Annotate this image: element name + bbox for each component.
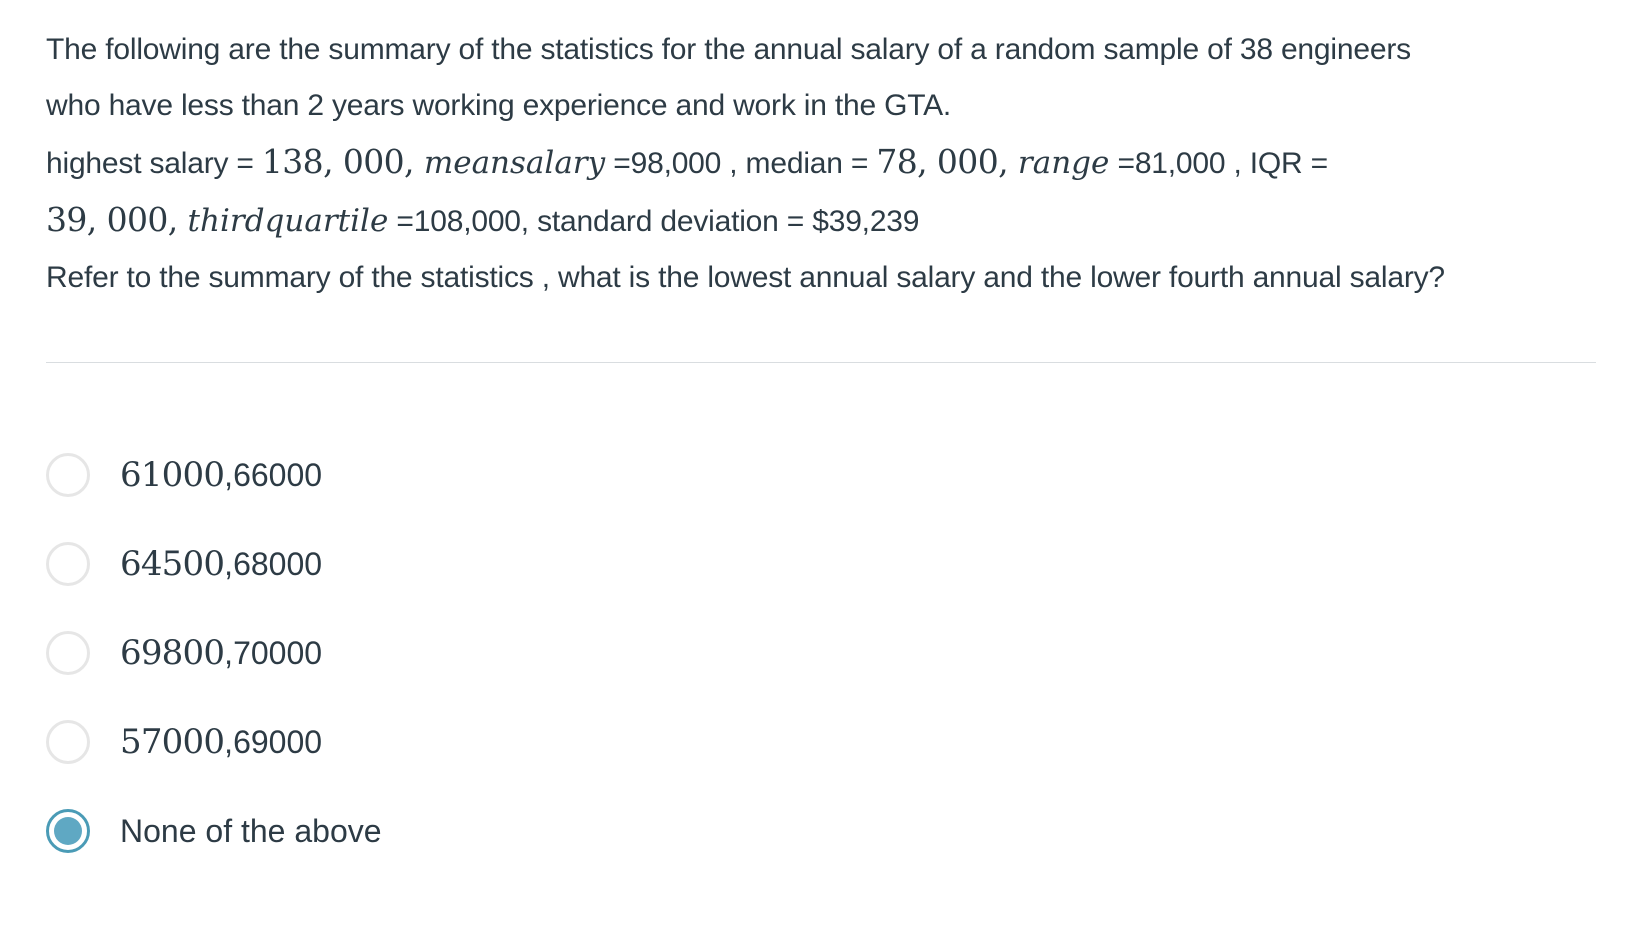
- answer-label: [120, 633, 322, 673]
- range-value: =81,000 , IQR =: [1109, 147, 1328, 180]
- answer-label: [120, 544, 322, 584]
- answer-value-secondary: ,69000: [224, 723, 323, 760]
- answer-value-secondary: ,70000: [224, 634, 323, 671]
- question-line-2: who have less than 2 years working experience and work in the GTA.: [46, 89, 952, 122]
- radio-button[interactable]: [46, 453, 90, 497]
- median-value: 78, 000,: [876, 142, 1018, 181]
- radio-button[interactable]: [46, 720, 90, 764]
- answer-option-4[interactable]: [46, 697, 846, 786]
- radio-selected-dot: [54, 817, 82, 845]
- range-label: range: [1017, 145, 1110, 181]
- answer-value-primary: 69800: [120, 632, 225, 673]
- question-line-4: [46, 192, 1606, 250]
- answer-label: [120, 722, 322, 762]
- mean-salary-value: =98,000 , median =: [605, 147, 877, 180]
- radio-button-selected[interactable]: [46, 809, 90, 853]
- answer-option-1[interactable]: [46, 430, 846, 519]
- answer-value-primary: 57000: [120, 721, 225, 762]
- answer-label: [120, 455, 322, 495]
- answer-label: [120, 811, 382, 851]
- third-quartile-label: thirdquartile: [187, 203, 389, 239]
- answer-option-3[interactable]: [46, 608, 846, 697]
- third-quartile-value: =108,000, standard deviation = $39,239: [388, 205, 920, 238]
- answer-value-secondary: ,68000: [224, 545, 323, 582]
- answer-value-secondary: ,66000: [224, 456, 323, 493]
- question-text: [46, 22, 1606, 306]
- question-line-1: The following are the summary of the statistics for the annual salary of a random sample of 38 engineers: [46, 33, 1411, 66]
- divider: [46, 362, 1596, 363]
- answer-list: [46, 430, 846, 875]
- answer-value-primary: 64500: [120, 543, 225, 584]
- highest-salary-value: 138, 000,: [261, 142, 424, 181]
- question-line-3: [46, 134, 1606, 192]
- radio-button[interactable]: [46, 542, 90, 586]
- mean-salary-label: meansalary: [423, 145, 606, 181]
- answer-option-5[interactable]: [46, 786, 846, 875]
- question-line-5: Refer to the summary of the statistics , what is the lowest annual salary and the lower fourth annual salary?: [46, 261, 1445, 294]
- radio-button[interactable]: [46, 631, 90, 675]
- highest-salary-label: highest salary =: [46, 147, 262, 180]
- iqr-value: 39, 000,: [46, 200, 188, 239]
- answer-value-primary: 61000: [120, 454, 225, 495]
- answer-value-secondary: None of the above: [120, 812, 382, 849]
- answer-option-2[interactable]: [46, 519, 846, 608]
